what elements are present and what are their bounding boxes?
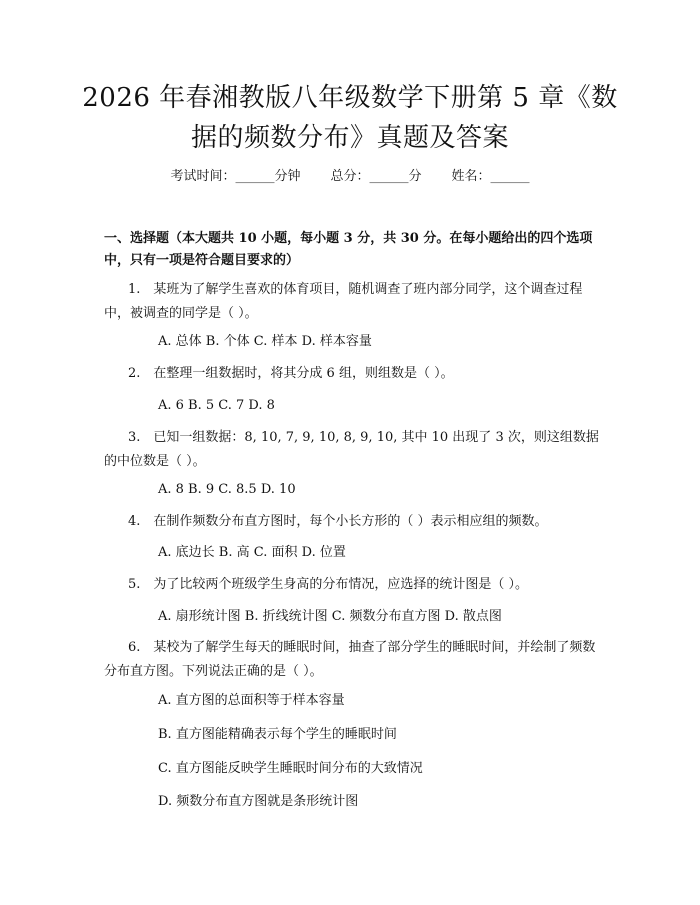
question-stem: 4. 在制作频数分布直方图时，每个小长方形的（ ）表示相应组的频数。 [128, 514, 548, 529]
question-option-b: B. 直方图能精确表示每个学生的睡眠时间 [158, 727, 397, 742]
question-stem: 5. 为了比较两个班级学生身高的分布情况，应选择的统计图是（ ）。 [128, 577, 529, 592]
question-options: A. 6 B. 5 C. 7 D. 8 [158, 398, 275, 413]
section-heading: 一、选择题（本大题共 10 小题，每小题 3 分，共 30 分。在每小题给出的四个选项中，只有一项是符合题目要求的） [104, 231, 593, 268]
question-stem: 3. 已知一组数据：8, 10, 7, 9, 10, 8, 9, 10, 其中 10 出现了 3 次，则这组数据的中位数是（ ）。 [104, 430, 599, 469]
student-name-field: 姓名：______ [451, 169, 530, 184]
question-stem: 6. 某校为了解学生每天的睡眠时间，抽查了部分学生的睡眠时间，并绘制了频数分布直方图。下列说法正确的是（ ）。 [104, 640, 596, 679]
question-options: A. 底边长 B. 高 C. 面积 D. 位置 [158, 545, 346, 560]
question-options: A. 扇形统计图 B. 折线统计图 C. 频数分布直方图 D. 散点图 [158, 609, 502, 624]
exam-time-field: 考试时间：______分钟 [170, 169, 301, 184]
question-options: A. 8 B. 9 C. 8.5 D. 10 [158, 482, 296, 497]
question-option-a: A. 直方图的总面积等于样本容量 [158, 693, 345, 708]
question-stem: 1. 某班为了解学生喜欢的体育项目，随机调查了班内部分同学，这个调查过程中，被调查的同学是（ ）。 [104, 282, 583, 321]
question-options: A. 总体 B. 个体 C. 样本 D. 样本容量 [158, 334, 372, 349]
exam-meta [0, 168, 700, 186]
question-option-c: C. 直方图能反映学生睡眠时间分布的大致情况 [158, 761, 423, 776]
question-option-d: D. 频数分布直方图就是条形统计图 [158, 794, 359, 809]
page-title: 2026 年春湘教版八年级数学下册第 5 章《数据的频数分布》真题及答案 [82, 83, 618, 153]
question-stem: 2. 在整理一组数据时，将其分成 6 组，则组数是（ ）。 [128, 366, 454, 381]
total-score-field: 总分：______分 [330, 169, 422, 184]
